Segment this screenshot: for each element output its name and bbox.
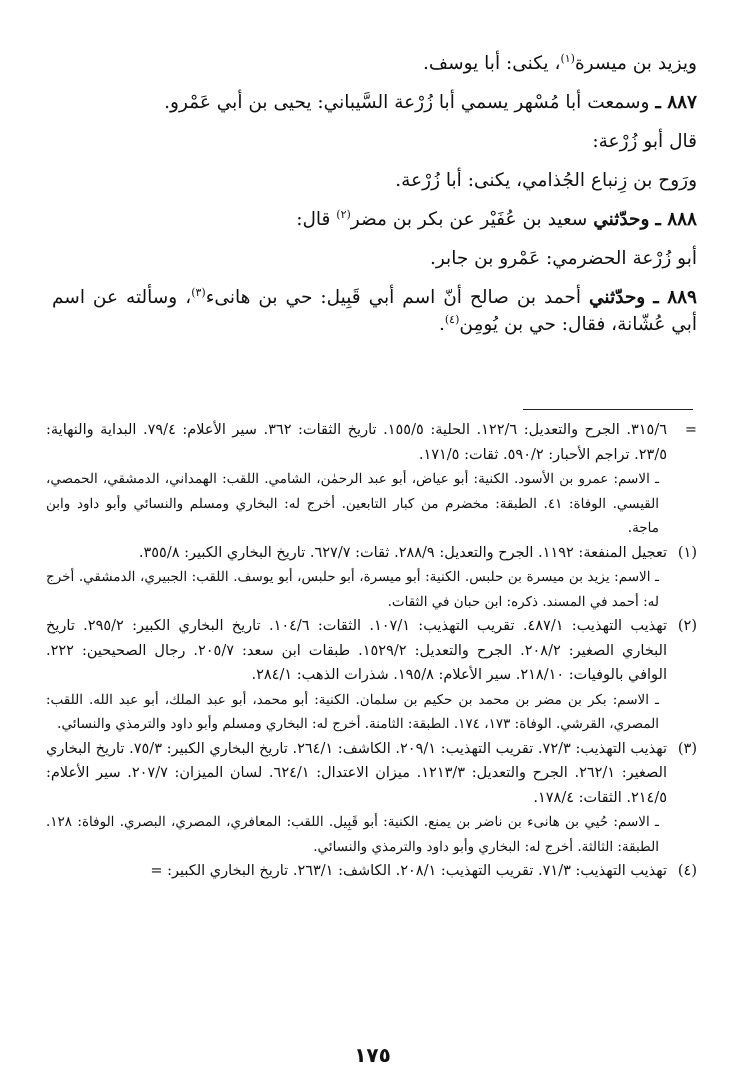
entry-887-text: وسمعت أبا مُسْهر يسمي أبا زُرْعة السَّيباني: يحيى بن أبي عَمْرو. (164, 92, 650, 113)
footnote-mark: (١) (677, 544, 697, 561)
footnote-mark: = (684, 422, 697, 438)
entry-889 (52, 284, 697, 338)
footnote-ref-1[interactable]: (١) (560, 51, 575, 65)
entry-889-text-a: أحمد بن صالح أنّ اسم أبي قَبِيل: حي بن هانىء (205, 287, 582, 308)
footnote-continued (46, 418, 697, 541)
footnote-separator (523, 409, 693, 410)
footnote-mark: (٣) (677, 740, 697, 757)
page-number: ١٧٥ (354, 1043, 391, 1067)
main-text (52, 50, 697, 338)
footnote-ref-3[interactable]: (٣) (191, 285, 206, 299)
footnotes (46, 418, 697, 884)
footnote-mark: (٤) (677, 863, 697, 879)
entry-line-rawh: ورَوح بن زِنباع الجُذامي، يكنى: أبا زُرْعة. (395, 170, 697, 191)
footnote-person: ـ الاسم: بكر بن مضر بن محمد بن حكيم بن سلمان. الكنية: أبو محمد، أبو عبد الملك، أبو عبد الله. اللقب: المصري، القرشي. الوفاة: ١٧٣، ١٧٤. الطبقة: الثامنة. أخرج له: البخاري ومسلم وأبو داود والترمذي والنسائي. (46, 691, 659, 732)
footnote-person: ـ الاسم: حُيي بن هانىء بن ناضر بن يمنع. الكنية: أبو قَبِيل. اللقب: المعافري، المصري، البصري. الوفاة: ١٢٨. الطبقة: الثالثة. أخرج له: البخاري وأبو داود والترمذي والنسائي. (46, 814, 659, 855)
entry-line-abu-zura: قال أبو زُرْعة: (592, 131, 697, 152)
line1-text-a: ويزيد بن ميسرة (574, 53, 697, 74)
footnote-mark: (٢) (677, 618, 697, 634)
footnote-ref-2[interactable]: (٢) (336, 207, 351, 221)
footnote-2 (46, 614, 697, 737)
entry-line-hadrami: أبو زُرْعة الحضرمي: عَمْرو بن جابر. (429, 248, 697, 269)
footnote-text: تهذيب التهذيب: ٤٨٧/١. تقريب التهذيب: ١٠٧/١. الثقات: ١٠٤/٦. تاريخ البخاري الكبير: ٢٩٥/٢. تاريخ البخاري الصغير: ٢٠٨/٢. الجرح والتعديل: ١٥٢٩/٢. طبقات ابن سعد: ٢٠٥/٧. رجال الصحيحين: ٢٢٢. الوافي بالوفيات: ٢١٨/١٠. سير الأعلام: ١٩٥/٨. شذرات الذهب: ٢٨٤/١. (46, 618, 667, 683)
line1-text-b: ، يكنى: أبا يوسف. (423, 53, 561, 74)
entry-887 (52, 89, 697, 116)
footnote-person: ـ الاسم: عمرو بن الأسود. الكنية: أبو عياض، أبو عبد الرحمٰن، الشامي. اللقب: الهمداني، الدمشقي، الحمصي، القيسي. الوفاة: ٤١. الطبقة: مخضرم من كبار التابعين. أخرج له: البخاري ومسلم والنسائي وأبو داود وابن ماجة. (46, 471, 659, 536)
footnote-body (46, 859, 667, 884)
entry-number-888: ٨٨٨ ـ (655, 209, 697, 230)
hadathani-889: وحدّثني (589, 287, 646, 308)
footnote-text: تهذيب التهذيب: ٧٢/٣. تقريب التهذيب: ٢٠٩/١. الكاشف: ٢٦٤/١. تاريخ البخاري الكبير: ٧٥/٣. تاريخ البخاري الصغير: ٢٦٢/١. الجرح والتعديل: ١٢١٣/٣. ميزان الاعتدال: ٦٢٤/١. لسان الميزان: ٢٠٧/٧. سير الأعلام: ٢١٤/٥. الثقات: ١٧٨/٤. (46, 740, 668, 806)
footnote-4 (46, 859, 697, 884)
footnote-text: ٣١٥/٦. الجرح والتعديل: ١٢٢/٦. الحلية: ١٥٥/٥. تاريخ الثقات: ٣٦٢. سير الأعلام: ٧٩/٤. البداية والنهاية: ٢٣/٥. تراجم الأحبار: ٥٩٠/٢. ثقات: ١٧١/٥. (46, 422, 667, 463)
footnote-1 (46, 541, 697, 615)
entry-889-text-c: . (438, 314, 445, 335)
footnote-3 (46, 737, 697, 860)
footnote-body (46, 737, 667, 860)
entry-number-887: ٨٨٧ ـ (655, 92, 697, 113)
footnote-ref-4[interactable]: (٤) (444, 312, 460, 326)
footnote-body (46, 418, 667, 541)
hadathani-888: وحدّثني (593, 209, 650, 230)
entry-888-text-a: سعيد بن عُفَيْر عن بكر بن مضر (350, 209, 588, 230)
footnote-text: تعجيل المنفعة: ١١٩٢. الجرح والتعديل: ٢٨٨/٩. ثقات: ٦٢٧/٧. تاريخ البخاري الكبير: ٣٥٥/٨. (138, 544, 667, 561)
footnote-body (46, 614, 667, 737)
entry-line-yazid (52, 50, 697, 77)
entry-889-text-b: ، وسألته عن اسم أبي عُشّانة، فقال: حي بن يُومِن (52, 287, 697, 335)
footnote-person: ـ الاسم: يزيد بن ميسرة بن حلبس. الكنية: أبو ميسرة، أبو حلبس، أبو يوسف. اللقب: الجبيري، الدمشقي. أخرج له: أحمد في المسند. ذكره: ابن حبان في الثقات. (46, 569, 659, 610)
footnote-text: تهذيب التهذيب: ٧١/٣. تقريب التهذيب: ٢٠٨/١. الكاشف: ٢٦٣/١. تاريخ البخاري الكبير: = (150, 863, 667, 879)
entry-number-889: ٨٨٩ ـ (653, 287, 697, 308)
footnote-body (46, 541, 667, 615)
entry-888-text-b: قال: (296, 209, 331, 230)
entry-888 (52, 206, 697, 233)
